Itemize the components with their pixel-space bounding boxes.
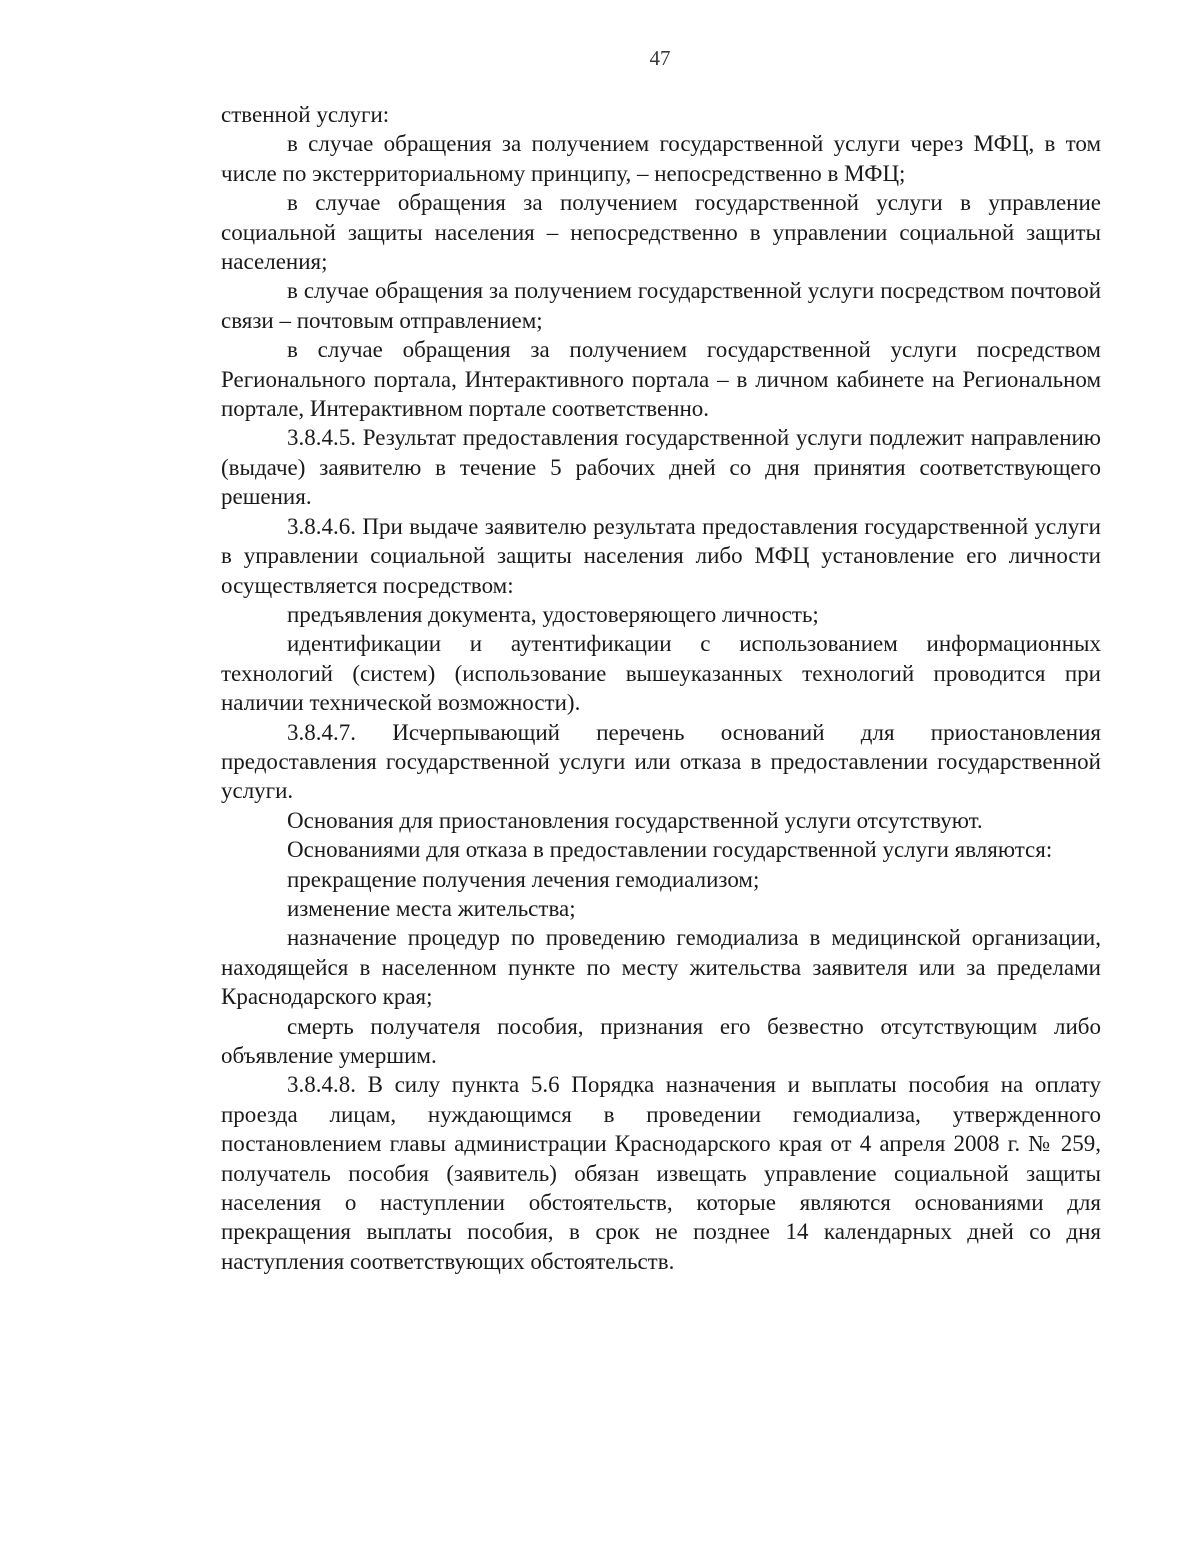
paragraph-3-8-4-5: 3.8.4.5. Результат предоставления государственной услуги подлежит направлению (выдаче) заявителю в течение 5 рабочих дней со дня принятия соответствующего решения. bbox=[221, 425, 1101, 510]
paragraph-authentication: идентификации и аутентификации с использованием информационных технологий (систем) (использование вышеуказанных технологий проводится при наличии технической возможности). bbox=[221, 631, 1101, 716]
paragraph-refusal-grounds: Основаниями для отказа в предоставлении государственной услуги являются: bbox=[287, 837, 1053, 863]
paragraph-mfc: в случае обращения за получением государственной услуги через МФЦ, в том числе по экстерриториальному принципу, – непосредственно в МФЦ; bbox=[221, 131, 1101, 186]
paragraph-identity-document: предъявления документа, удостоверяющего личность; bbox=[287, 601, 819, 627]
paragraph-ground-treatment-stop: прекращение получения лечения гемодиализом; bbox=[287, 866, 760, 892]
paragraph-ground-residence-change: изменение места жительства; bbox=[287, 895, 576, 921]
paragraph-3-8-4-8: 3.8.4.8. В силу пункта 5.6 Порядка назначения и выплаты пособия на оплату проезда лицам, нуждающимся в проведении гемодиализа, утвержденного постановлением главы администрации Краснодарского края от 4 апреля 2008 г. № 259, получатель пособия (заявитель) обязан извещать управление социальной защиты населения о наступлении обстоятельств, которые являются основаниями для прекращения выплаты пособия, в срок не позднее 14 календарных дней со дня наступления соответствующих обстоятельств. bbox=[221, 1072, 1101, 1274]
paragraph-portal: в случае обращения за получением государственной услуги посредством Регионального портала, Интерактивного портала – в личном кабинете на Региональном портале, Интерактивном портале соответственно. bbox=[221, 337, 1101, 422]
page-number: 47 bbox=[649, 46, 671, 70]
paragraph-ground-death: смерть получателя пособия, признания его безвестно отсутствующим либо объявление умершим. bbox=[221, 1013, 1101, 1068]
paragraph-ground-local-procedures: назначение процедур по проведению гемодиализа в медицинской организации, находящейся в населенном пункте по месту жительства заявителя или за пределами Краснодарского края; bbox=[221, 925, 1101, 1010]
paragraph-social-protection: в случае обращения за получением государственной услуги в управление социальной защиты населения – непосредственно в управлении социальной защиты населения; bbox=[221, 190, 1101, 275]
paragraph-no-suspension: Основания для приостановления государственной услуги отсутствуют. bbox=[287, 807, 983, 833]
paragraph-3-8-4-7: 3.8.4.7. Исчерпывающий перечень оснований для приостановления предоставления государственной услуги или отказа в предоставлении государственной услуги. bbox=[221, 719, 1101, 804]
paragraph-continuation: ственной услуги: bbox=[221, 102, 390, 127]
paragraph-3-8-4-6: 3.8.4.6. При выдаче заявителю результата предоставления государственной услуги в управлении социальной защиты населения либо МФЦ установление его личности осуществляется посредством: bbox=[221, 513, 1101, 598]
paragraph-postal: в случае обращения за получением государственной услуги посредством почтовой связи – почтовым отправлением; bbox=[221, 278, 1101, 333]
document-body bbox=[221, 100, 1101, 1276]
